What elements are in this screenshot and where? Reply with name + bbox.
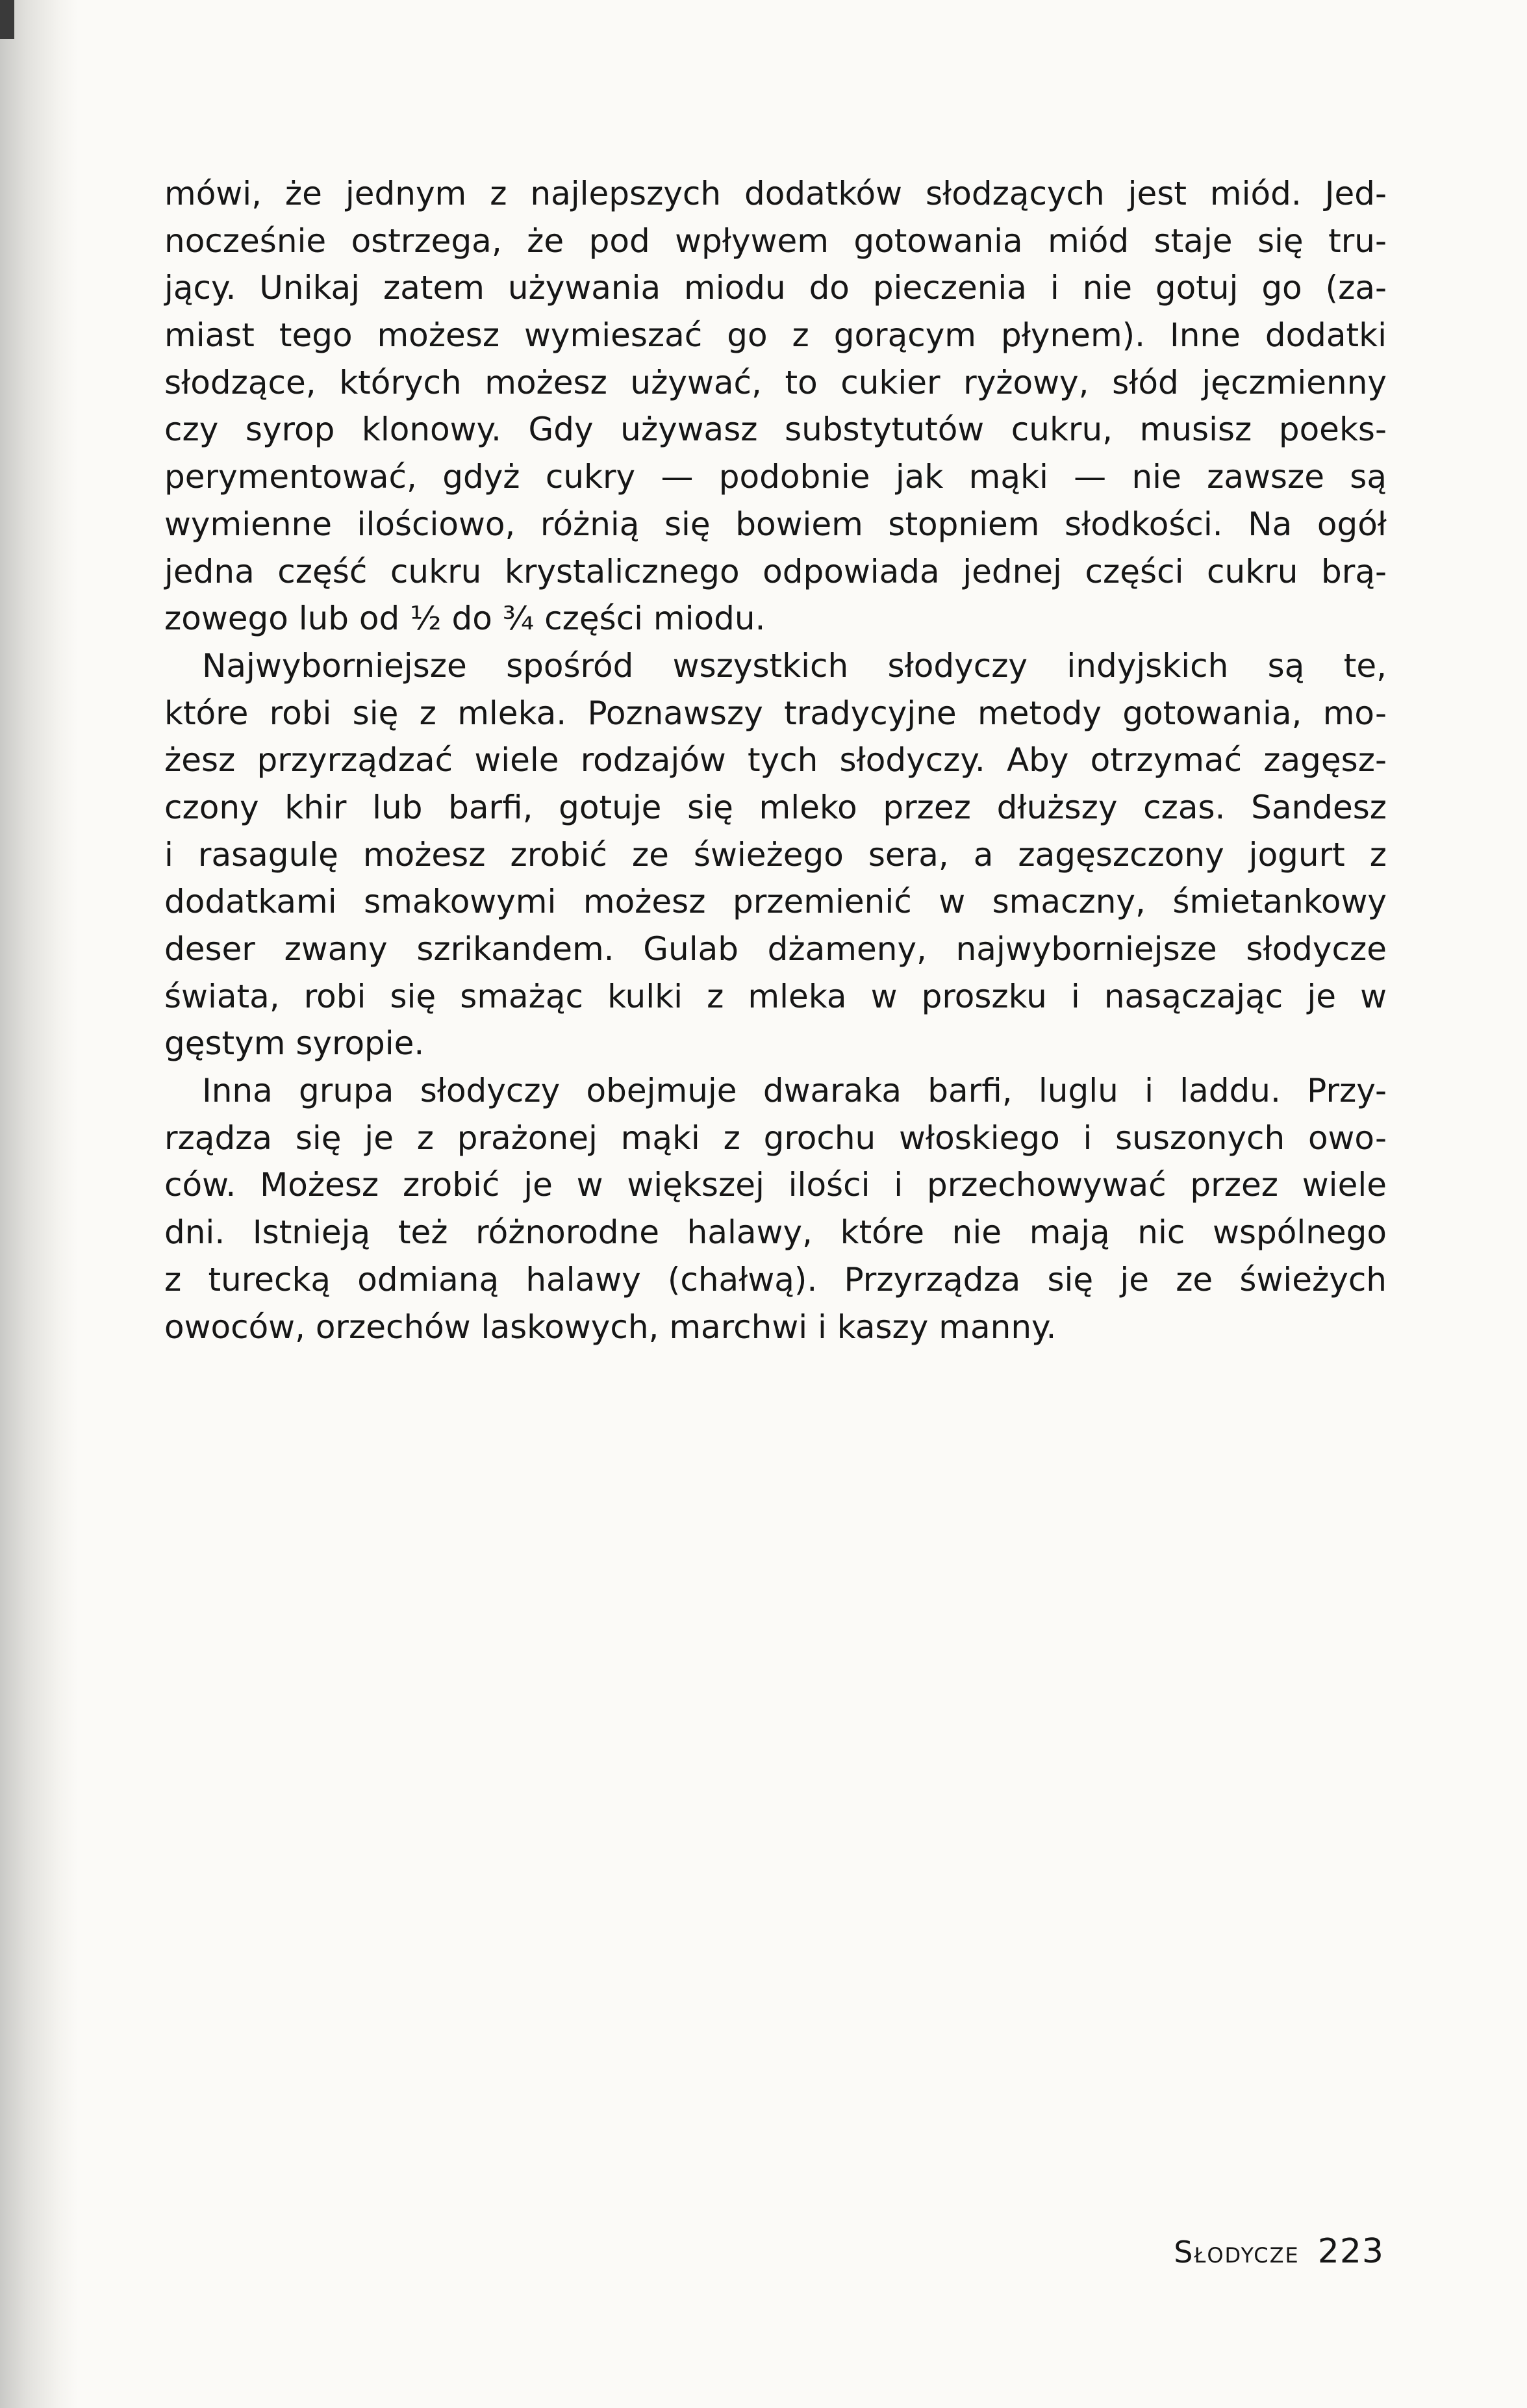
- text-line: Najwyborniejsze spośród wszystkich słodyczy indyjskich są te,: [202, 646, 1387, 685]
- paragraph: [164, 170, 1387, 642]
- text-line: perymentować, gdyż cukry — podobnie jak mąki — nie zawsze są: [164, 458, 1387, 496]
- text-line: żesz przyrządzać wiele rodzajów tych słodyczy. Aby otrzymać zagęsz-: [164, 741, 1387, 779]
- text-line: ców. Możesz zrobić je w większej ilości i przechowywać przez wiele: [164, 1166, 1387, 1204]
- section-title: Słodycze: [1174, 2235, 1300, 2270]
- text-line: z turecką odmianą halawy (chałwą). Przyrządza się je ze świeżych: [164, 1260, 1387, 1299]
- text-line: dodatkami smakowymi możesz przemienić w smaczny, śmietankowy: [164, 883, 1387, 921]
- text-line: miast tego możesz wymieszać go z gorącym płynem). Inne dodatki: [164, 316, 1387, 355]
- text-line: wymienne ilościowo, różnią się bowiem stopniem słodkości. Na ogół: [164, 505, 1387, 543]
- page-gutter-shadow: [0, 0, 78, 2408]
- text-line: dni. Istnieją też różnorodne halawy, które nie mają nic wspólnego: [164, 1213, 1387, 1252]
- page-number: 223: [1317, 2232, 1384, 2271]
- text-line: rządza się je z prażonej mąki z grochu włoskiego i suszonych owo-: [164, 1119, 1387, 1157]
- text-line: świata, robi się smażąc kulki z mleka w proszku i nasączając je w: [164, 977, 1387, 1015]
- text-line: czy syrop klonowy. Gdy używasz substytutów cukru, musisz poeks-: [164, 411, 1387, 449]
- body-text: [164, 170, 1387, 1350]
- text-line: nocześnie ostrzega, że pod wpływem gotowania miód staje się tru-: [164, 222, 1387, 260]
- page-corner-mark: [0, 0, 14, 39]
- text-line: mówi, że jednym z najlepszych dodatków słodzących jest miód. Jed-: [164, 175, 1387, 212]
- text-line: deser zwany szrikandem. Gulab dżameny, najwyborniejsze słodycze: [164, 930, 1387, 968]
- text-line: i rasagulę możesz zrobić ze świeżego sera, a zagęszczony jogurt z: [164, 835, 1387, 874]
- running-footer: [1174, 2232, 1384, 2271]
- text-line: jący. Unikaj zatem używania miodu do pieczenia i nie gotuj go (za-: [164, 269, 1387, 307]
- paragraph: [164, 642, 1387, 1067]
- text-line: które robi się z mleka. Poznawszy tradycyjne metody gotowania, mo-: [164, 694, 1387, 732]
- text-line: owoców, orzechów laskowych, marchwi i kaszy manny.: [164, 1308, 1057, 1346]
- text-line: jedna część cukru krystalicznego odpowiada jednej części cukru brą-: [164, 552, 1387, 590]
- paragraph: [164, 1067, 1387, 1350]
- text-line: zowego lub od ½ do ¾ części miodu.: [164, 600, 766, 638]
- text-line: Inna grupa słodyczy obejmuje dwaraka barfi, luglu i laddu. Przy-: [202, 1072, 1387, 1110]
- text-line: gęstym syropie.: [164, 1024, 425, 1063]
- text-line: czony khir lub barfi, gotuje się mleko przez dłuższy czas. Sandesz: [164, 788, 1387, 826]
- text-line: słodzące, których możesz używać, to cukier ryżowy, słód jęczmienny: [164, 363, 1387, 401]
